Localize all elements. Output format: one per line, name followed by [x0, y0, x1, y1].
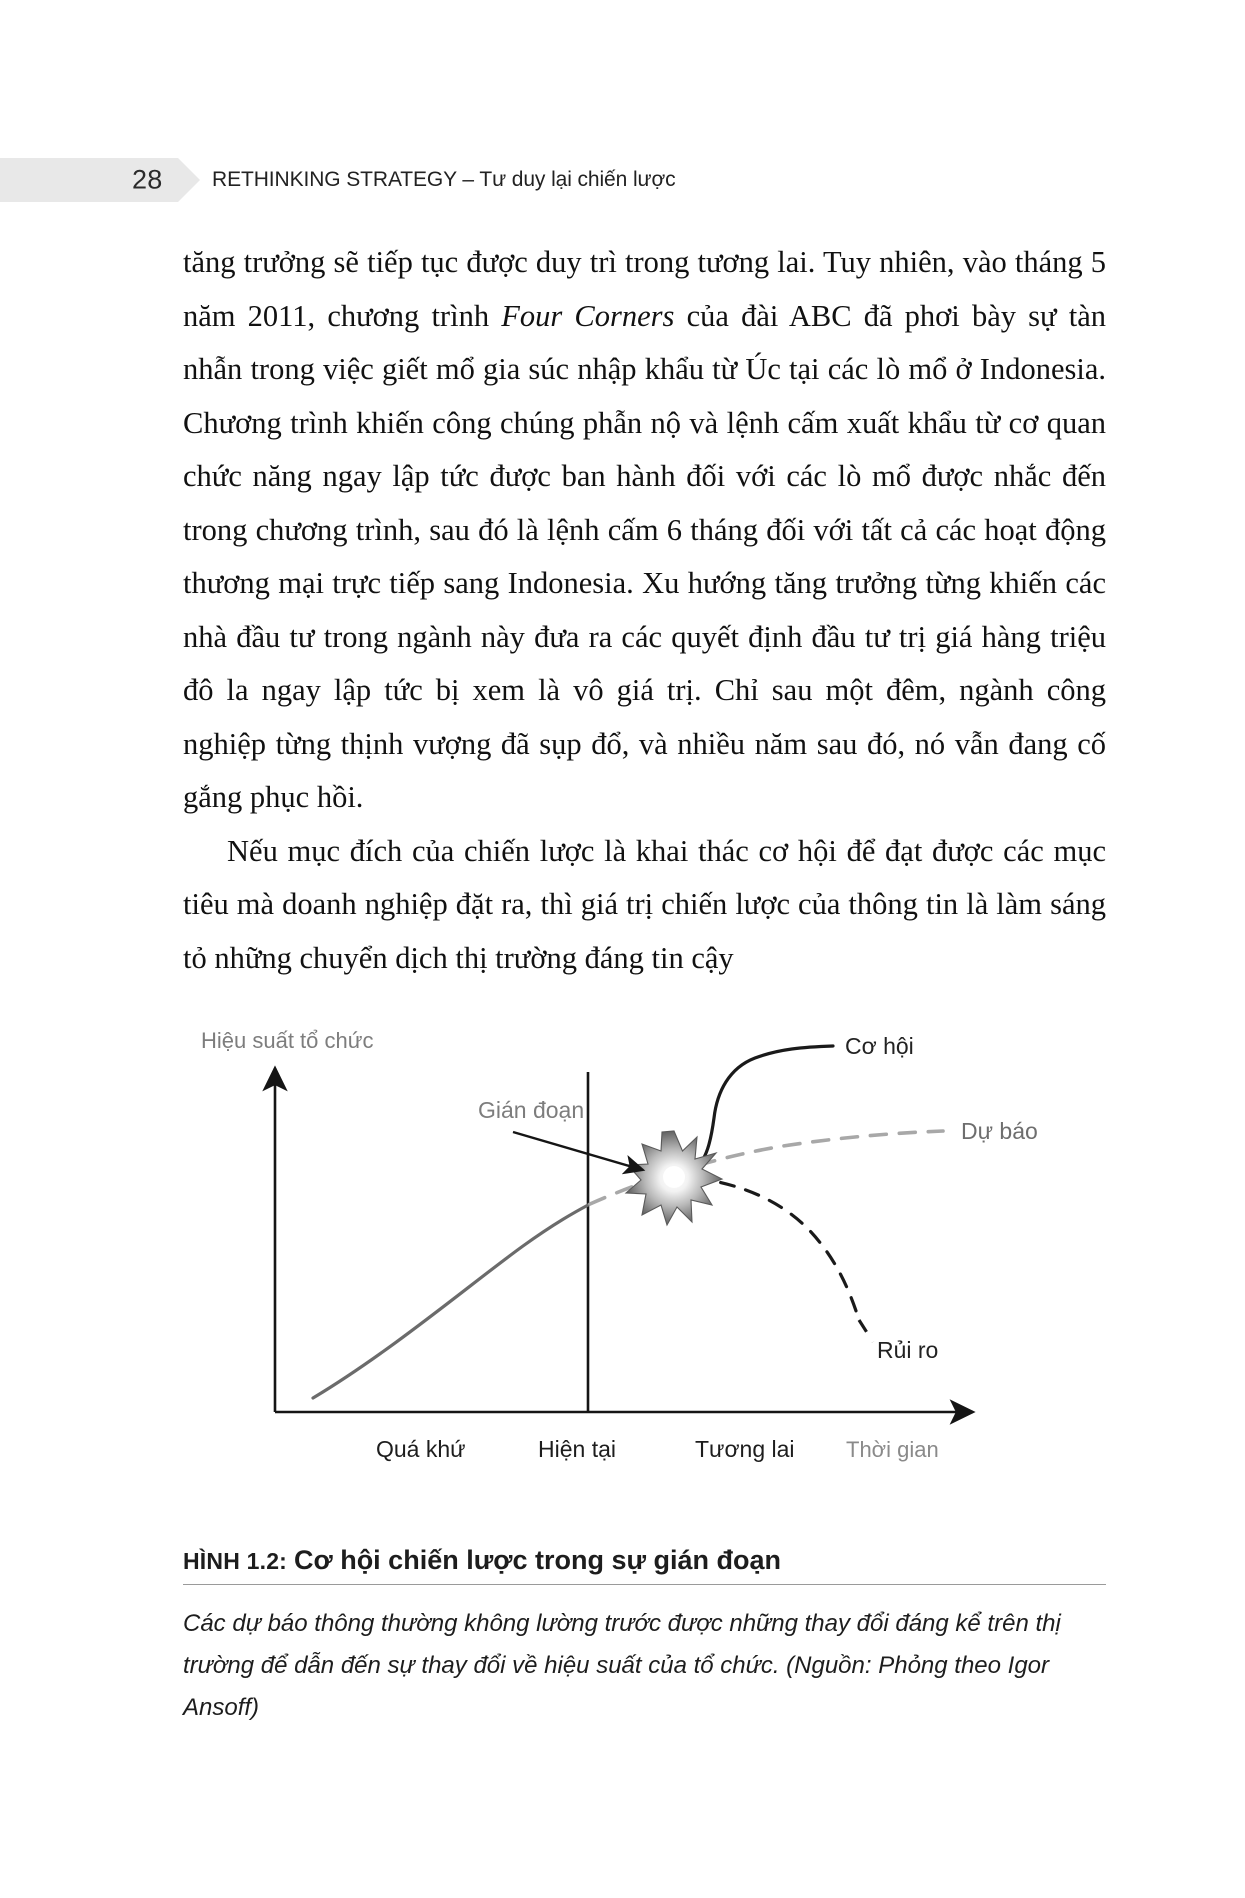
page-number: 28: [132, 164, 163, 195]
x-tick-label-past: Quá khứ: [376, 1436, 466, 1462]
figure-caption: [183, 1545, 1106, 1729]
figure-1-2: [183, 1020, 1106, 1580]
paragraph-1: [183, 236, 1106, 825]
history-curve: [313, 1204, 590, 1398]
paragraph-1-part-a: tăng trưởng sẽ tiếp tục được duy trì trong tương lai. Tuy nhiên, vào tháng 5 năm 2011, chương trình: [183, 245, 1106, 333]
risk-curve: [695, 1178, 859, 1320]
caption-divider: [183, 1584, 1106, 1585]
annotation-disruption: [478, 1097, 643, 1170]
annotation-risk-label: Rủi ro: [877, 1337, 939, 1363]
annotation-opportunity: [845, 1033, 914, 1059]
y-axis-label: Hiệu suất tổ chức: [201, 1028, 374, 1053]
paragraph-1-part-b: của đài ABC đã phơi bày sự tàn nhẫn trong việc giết mổ gia súc nhập khẩu từ Úc tại các lò mổ ở Indonesia. Chương trình khiến công chúng phẫn nộ và lệnh cấm xuất khẩu từ cơ quan chức năng ngay lập tức được ban hành đối với các lò mổ được nhắc đến trong chương trình, sau đó là lệnh cấm 6 tháng đối với tất cả các hoạt động thương mại trực tiếp sang Indonesia. Xu hướng tăng trưởng từng khiến các nhà đầu tư trong ngành này đưa ra các quyết định đầu tư trị giá hàng triệu đô la ngay lập tức bị xem là vô giá trị. Chỉ sau một đêm, ngành công nghiệp từng thịnh vượng đã sụp đổ, và nhiều năm sau đó, nó vẫn đang cố gắng phục hồi.: [183, 298, 1106, 814]
header-chevron-icon: [178, 158, 200, 202]
caption-description: Các dự báo thông thường không lường trước được những thay đổi đáng kể trên thị trường để dẫn đến sự thay đổi về hiệu suất của tổ chức. (Nguồn: Phỏng theo Igor Ansoff): [183, 1610, 1061, 1721]
caption-figure-number: HÌNH 1.2:: [183, 1548, 288, 1574]
annotation-risk: [859, 1320, 938, 1363]
page-content: [183, 236, 1106, 985]
page-header: [0, 158, 1245, 202]
header-title: RETHINKING STRATEGY – Tư duy lại chiến lược: [212, 168, 676, 191]
caption-headline: [183, 1545, 1106, 1584]
x-tick-label-future: Tương lai: [695, 1436, 795, 1462]
caption-figure-title: Cơ hội chiến lược trong sự gián đoạn: [294, 1545, 782, 1575]
x-tick-label-present: Hiện tại: [538, 1436, 616, 1462]
x-axis-label: Thời gian: [846, 1437, 939, 1462]
annotation-forecast: [961, 1118, 1038, 1144]
paragraph-1-italic-title: Four Corners: [501, 298, 675, 333]
annotation-opportunity-label: Cơ hội: [845, 1033, 914, 1059]
paragraph-2: Nếu mục đích của chiến lược là khai thác cơ hội để đạt được các mục tiêu mà doanh nghiệp đặt ra, thì giá trị chiến lược của thông tin là làm sáng tỏ những chuyển dịch thị trường đáng tin cậy: [183, 833, 1106, 975]
annotation-forecast-label: Dự báo: [961, 1118, 1038, 1144]
annotation-disruption-label: Gián đoạn: [478, 1097, 585, 1123]
